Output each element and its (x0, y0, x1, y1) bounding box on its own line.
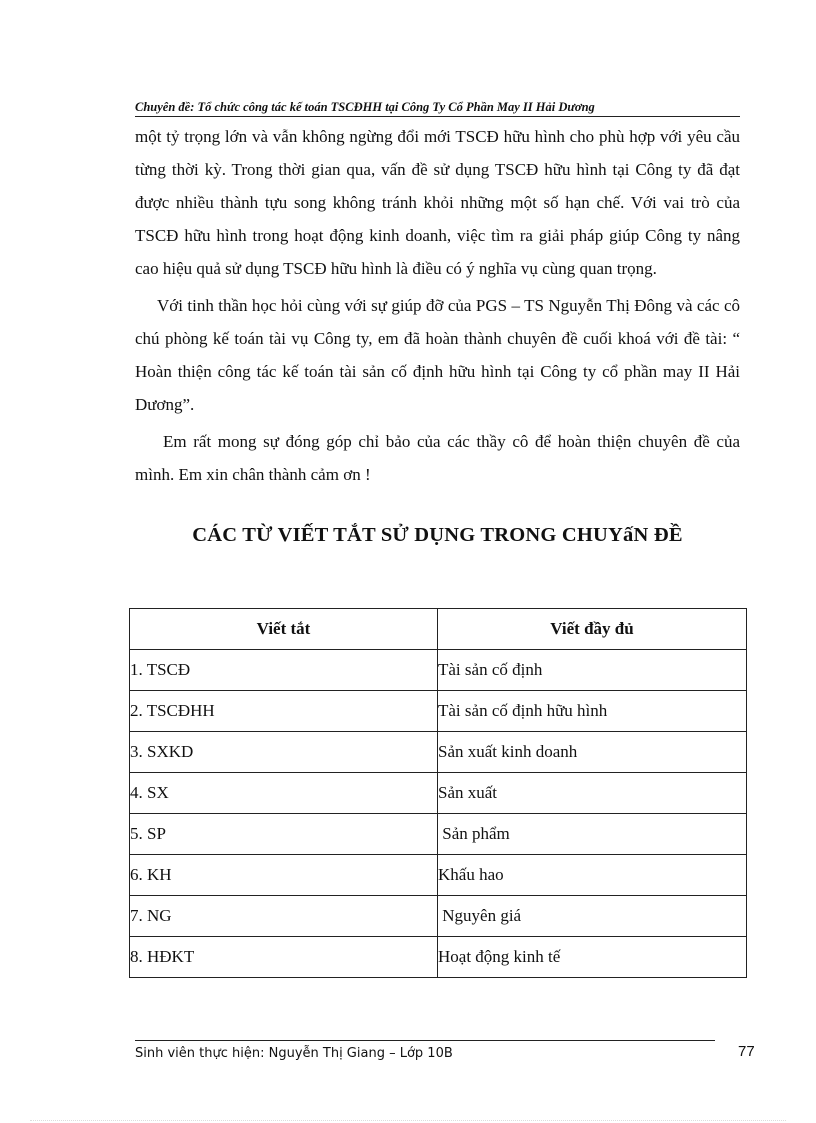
page-header: Chuyên đề: Tổ chức công tác kế toán TSCĐHH tại Công Ty Cổ Phần May II Hải Dương (135, 100, 740, 117)
abbreviation-cell: 7. NG (130, 896, 438, 937)
abbreviation-cell: 4. SX (130, 773, 438, 814)
page-number: 77 (738, 1043, 755, 1060)
footer-divider (135, 1040, 715, 1041)
table-row (130, 814, 747, 855)
abbreviation-cell: 6. KH (130, 855, 438, 896)
table-header-row (130, 609, 747, 650)
table-row (130, 896, 747, 937)
table-row (130, 650, 747, 691)
paragraph-3: Em rất mong sự đóng góp chỉ bảo của các thầy cô để hoàn thiện chuyên đề của mình. Em xin chân thành cảm ơn ! (135, 432, 740, 484)
abbreviation-table (129, 608, 747, 978)
full-form-cell: Tài sản cố định hữu hình (438, 691, 747, 732)
paragraph-2: Với tinh thần học hỏi cùng với sự giúp đỡ của PGS – TS Nguyễn Thị Đông và các cô chú phòng kế toán tài vụ Công ty, em đã hoàn thành chuyên đề cuối khoá với đề tài: “ Hoàn thiện công tác kế toán tài sản cố định hữu hình tại Công ty cổ phần may II Hải Dương”. (135, 296, 740, 414)
full-form-cell: Khấu hao (438, 855, 747, 896)
table-row (130, 855, 747, 896)
body-text (135, 120, 740, 491)
table-row (130, 937, 747, 978)
header-full-form: Viết đầy đủ (438, 609, 747, 650)
table-row (130, 691, 747, 732)
section-title: CÁC TỪ VIẾT TẮT SỬ DỤNG TRONG CHUYấN ĐỀ (192, 524, 683, 546)
abbreviation-cell: 3. SXKD (130, 732, 438, 773)
abbreviation-cell: 5. SP (130, 814, 438, 855)
full-form-cell: Sản phẩm (438, 814, 747, 855)
abbreviation-cell: 8. HĐKT (130, 937, 438, 978)
table-row (130, 773, 747, 814)
full-form-cell: Sản xuất (438, 773, 747, 814)
abbreviation-cell: 1. TSCĐ (130, 650, 438, 691)
table-row (130, 732, 747, 773)
full-form-cell: Sản xuất kinh doanh (438, 732, 747, 773)
footer-author: Sinh viên thực hiện: Nguyễn Thị Giang – Lớp 10B (135, 1046, 453, 1061)
full-form-cell: Tài sản cố định (438, 650, 747, 691)
abbreviation-cell: 2. TSCĐHH (130, 691, 438, 732)
paragraph-1: một tỷ trọng lớn và vẫn không ngừng đổi mới TSCĐ hữu hình cho phù hợp với yêu cầu từng thời kỳ. Trong thời gian qua, vấn đề sử dụng TSCĐ hữu hình tại Công ty đã đạt được nhiều thành tựu song không tránh khỏi những một số hạn chế. Với vai trò của TSCĐ hữu hình trong hoạt động kinh doanh, việc tìm ra giải pháp giúp Công ty nâng cao hiệu quả sử dụng TSCĐ hữu hình là điều có ý nghĩa vụ cùng quan trọng. (135, 127, 740, 278)
page-bottom-border (30, 1120, 786, 1121)
header-abbreviation: Viết tắt (130, 609, 438, 650)
full-form-cell: Nguyên giá (438, 896, 747, 937)
full-form-cell: Hoạt động kinh tế (438, 937, 747, 978)
